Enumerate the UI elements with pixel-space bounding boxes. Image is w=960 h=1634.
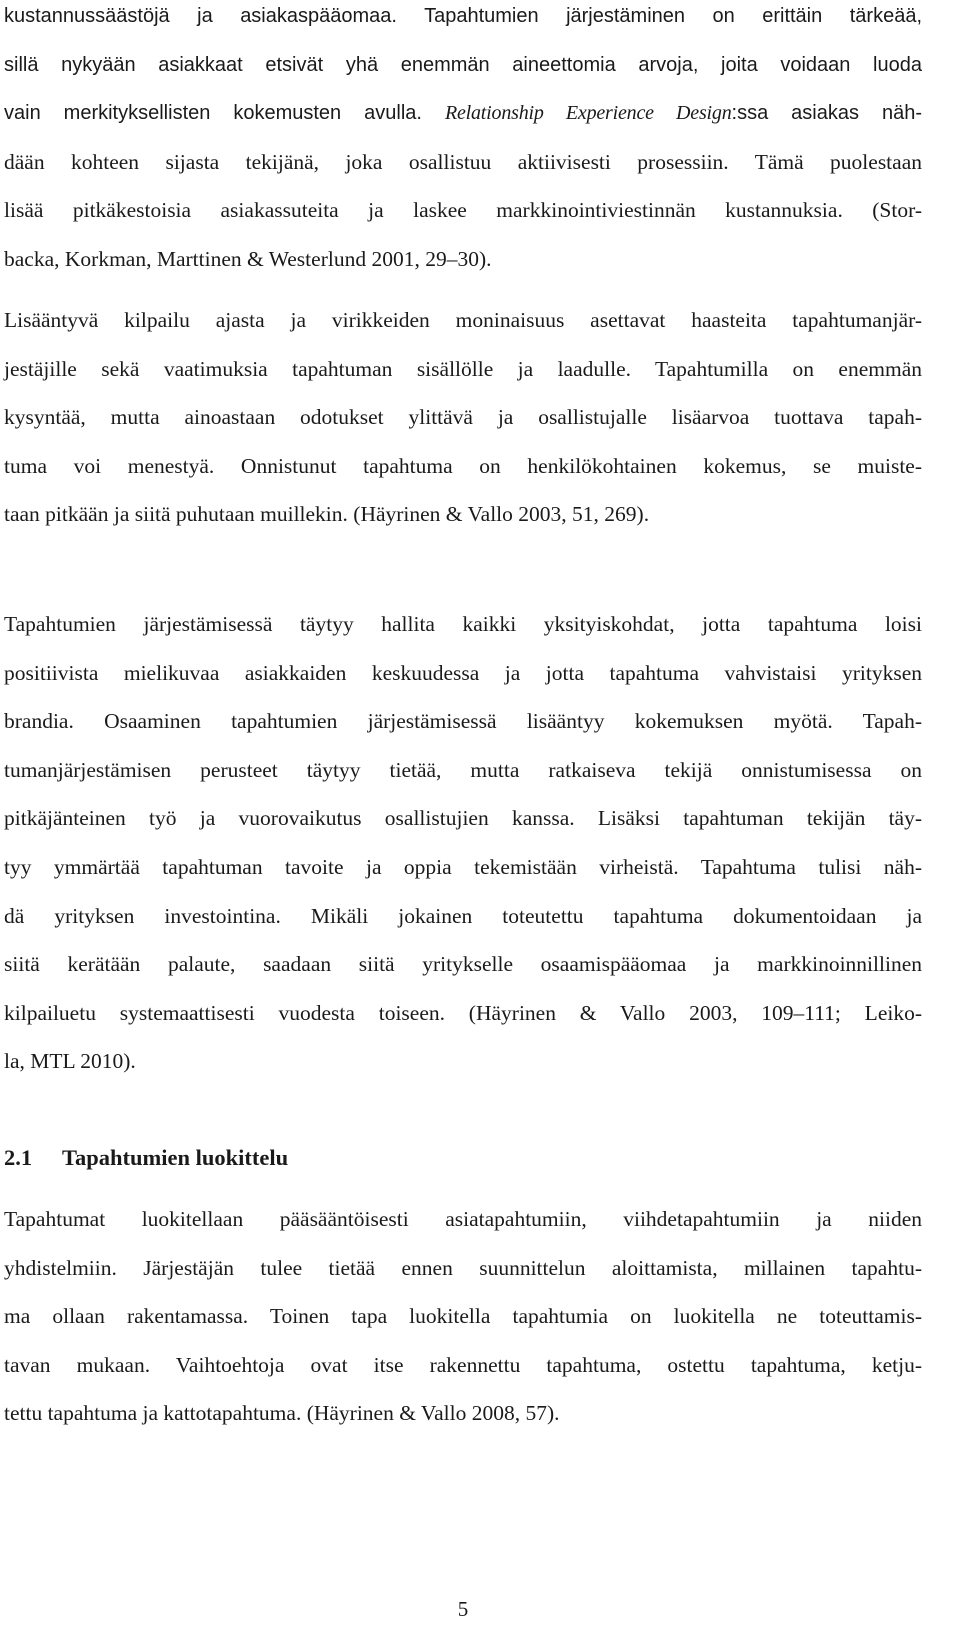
text-line: lisää pitkäkestoisia asiakassuteita ja laskee markkinointiviestinnän kustannuksia. (Stor- [4, 198, 922, 223]
text-line: tavan mukaan. Vaihtoehtoja ovat itse rakennettu tapahtuma, ostettu tapahtuma, ketju- [4, 1352, 922, 1377]
text-line-tail: :ssa asiakas näh- [731, 102, 922, 125]
text-line: kilpailuetu systemaattisesti vuodesta toiseen. (Häyrinen & Vallo 2003, 109–111; Leiko- [4, 1000, 922, 1025]
text-line: brandia. Osaaminen tapahtumien järjestämisessä lisääntyy kokemuksen myötä. Tapah- [4, 709, 922, 734]
paragraph-3 [4, 600, 922, 1086]
text-line: jestäjille sekä vaatimuksia tapahtuman sisällölle ja laadulle. Tapahtumilla on enemmän [4, 356, 922, 381]
text-line: tyy ymmärtää tapahtuman tavoite ja oppia tekemistään virheistä. Tapahtuma tulisi näh- [4, 854, 922, 879]
page-number: 5 [457, 1597, 469, 1621]
text-line: pitkäjänteinen työ ja vuorovaikutus osallistujien kanssa. Lisäksi tapahtuman tekijän täy- [4, 806, 922, 831]
text-line: sillä nykyään asiakkaat etsivät yhä enemmän aineettomia arvoja, joita voidaan luoda [4, 53, 922, 76]
text-line [4, 89, 922, 138]
text-line: kysyntää, mutta ainoastaan odotukset ylittävä ja osallistujalle lisäarvoa tuottava tapah- [4, 405, 922, 430]
section-number: 2.1 [4, 1145, 33, 1170]
italic-term: Relationship Experience Design [444, 102, 732, 125]
text-line: backa, Korkman, Marttinen & Westerlund 2001, 29–30). [4, 246, 492, 271]
text-line: tettu tapahtuma ja kattotapahtuma. (Häyrinen & Vallo 2008, 57). [4, 1401, 560, 1426]
text-line: tuma voi menestyä. Onnistunut tapahtuma on henkilökohtainen kokemus, se muiste- [4, 453, 922, 478]
text-line: yhdistelmiin. Järjestäjän tulee tietää ennen suunnittelun aloittamista, millainen tapahtu- [4, 1255, 922, 1280]
text-line: Tapahtumat luokitellaan pääsääntöisesti asiatapahtumiin, viihdetapahtumiin ja niiden [4, 1207, 922, 1231]
section-heading [4, 1143, 288, 1173]
text-line: ma ollaan rakentamassa. Toinen tapa luokitella tapahtumia on luokitella ne toteuttamis- [4, 1304, 922, 1329]
text-line: taan pitkään ja siitä puhutaan muillekin. (Häyrinen & Vallo 2003, 51, 269). [4, 502, 650, 527]
paragraph-2 [4, 296, 922, 539]
text-line: positiivista mielikuvaa asiakkaiden keskuudessa ja jotta tapahtuma vahvistaisi yrityksen [4, 660, 922, 685]
text-line-start: vain merkityksellisten kokemusten avulla. [4, 102, 422, 125]
text-line: Tapahtumien järjestämisessä täytyy hallita kaikki yksityiskohdat, jotta tapahtuma loisi [4, 612, 922, 636]
text-line: tumanjärjestämisen perusteet täytyy tietää, mutta ratkaiseva tekijä onnistumisessa on [4, 757, 922, 782]
section-title: Tapahtumien luokittelu [62, 1145, 289, 1170]
text-line: siitä kerätään palaute, saadaan siitä yritykselle osaamispääomaa ja markkinoinnillinen [4, 952, 922, 977]
text-line: dä yrityksen investointina. Mikäli jokainen toteutettu tapahtuma dokumentoidaan ja [4, 903, 922, 928]
paragraph-4 [4, 1195, 922, 1438]
text-line: kustannussäästöjä ja asiakaspääomaa. Tapahtumien järjestäminen on erittäin tärkeää, [4, 5, 922, 27]
text-line: la, MTL 2010). [4, 1049, 136, 1074]
paragraph-1 [4, 0, 922, 284]
text-line: Lisääntyvä kilpailu ajasta ja virikkeiden moninaisuus asettavat haasteita tapahtumanjär- [4, 308, 922, 332]
text-line: dään kohteen sijasta tekijänä, joka osallistuu aktiivisesti prosessiin. Tämä puolestaan [4, 149, 922, 174]
